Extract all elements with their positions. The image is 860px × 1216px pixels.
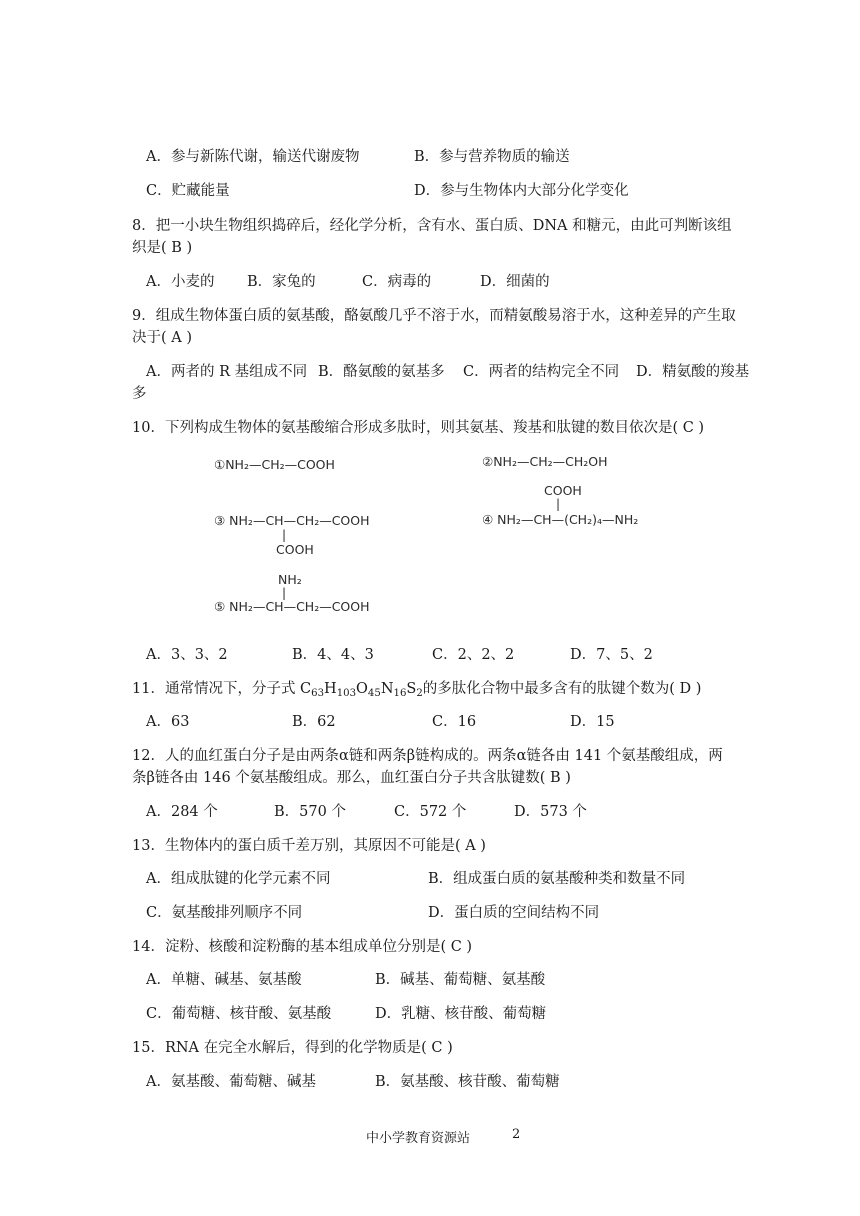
q10-structure-3: ③ NH₂—CH—CH₂—COOH bbox=[214, 513, 370, 528]
q9-stem-line1: 9．组成生物体蛋白质的氨基酸，酪氨酸几乎不溶于水，而精氨酸易溶于水，这种差异的产生取 bbox=[132, 308, 736, 324]
q15-option-a: A．氨基酸、葡萄糖、碱基 bbox=[146, 1074, 316, 1090]
q7-option-c: C．贮藏能量 bbox=[146, 183, 230, 199]
q13-option-c: C．氨基酸排列顺序不同 bbox=[146, 905, 303, 921]
q10-structure-2: ②NH₂—CH₂—CH₂OH bbox=[482, 454, 608, 469]
q10-option-c: C．2、2、2 bbox=[432, 647, 515, 663]
q11-stem: 11．通常情况下，分子式 $C_{63}H_{103}O_{45}N_{16}S_2$的多肽化合物中最多含有的肽键个数为( D ) bbox=[132, 681, 702, 699]
q9-option-a: A．两者的 R 基组成不同 bbox=[146, 364, 308, 380]
q10-structure-4: ④ NH₂—CH—(CH₂)₄—NH₂ bbox=[482, 512, 639, 527]
q11-option-d: D．15 bbox=[570, 714, 615, 730]
q9-stem-line2: 决于( A ) bbox=[132, 330, 193, 346]
q12-stem-line2: 条β链各由 146 个氨基酸组成。那么，血红蛋白分子共含肽键数( B ) bbox=[132, 770, 571, 786]
q8-option-b: B．家兔的 bbox=[247, 274, 316, 290]
q10-option-d: D．7、5、2 bbox=[570, 647, 653, 663]
page-number: 2 bbox=[512, 1127, 521, 1142]
q12-option-a: A．284 个 bbox=[146, 804, 218, 820]
q14-option-c: C．葡萄糖、核苷酸、氨基酸 bbox=[146, 1006, 332, 1022]
q13-option-a: A．组成肽键的化学元素不同 bbox=[146, 871, 331, 887]
q10-structure-5: ⑤ NH₂—CH—CH₂—COOH bbox=[214, 599, 370, 614]
q7-option-a: A．参与新陈代谢，输送代谢废物 bbox=[146, 149, 360, 165]
q13-option-b: B．组成蛋白质的氨基酸种类和数量不同 bbox=[428, 871, 686, 887]
q11-option-a: A．63 bbox=[146, 714, 190, 730]
q14-stem: 14．淀粉、核酸和淀粉酶的基本组成单位分别是( C ) bbox=[132, 939, 473, 955]
q8-stem-line2: 织是( B ) bbox=[132, 240, 193, 256]
q14-option-a: A．单糖、碱基、氨基酸 bbox=[146, 972, 302, 988]
q14-option-b: B．碱基、葡萄糖、氨基酸 bbox=[375, 972, 546, 988]
footer-site-name: 中小学教育资源站 bbox=[366, 1131, 471, 1146]
q8-stem-line1: 8．把一小块生物组织捣碎后，经化学分析，含有水、蛋白质、DNA 和糖元，由此可判断该组 bbox=[132, 218, 732, 234]
q7-option-b: B．参与营养物质的输送 bbox=[414, 149, 570, 165]
q8-option-c: C．病毒的 bbox=[362, 274, 432, 290]
q10-structure-5-top: NH₂ bbox=[278, 572, 302, 587]
q10-option-b: B．4、4、3 bbox=[292, 647, 374, 663]
q10-structure-3-bond: | bbox=[282, 528, 287, 542]
q10-option-a: A．3、3、2 bbox=[146, 647, 228, 663]
q12-option-d: D．573 个 bbox=[514, 804, 587, 820]
q14-option-d: D．乳糖、核苷酸、葡萄糖 bbox=[375, 1006, 547, 1022]
q11-option-c: C．16 bbox=[432, 714, 477, 730]
q15-option-b: B．氨基酸、核苷酸、葡萄糖 bbox=[375, 1074, 560, 1090]
q12-option-b: B．570 个 bbox=[274, 804, 346, 820]
q10-structure-4-bond: | bbox=[556, 497, 561, 511]
q9-option-b: B．酪氨酸的氨基多 bbox=[318, 364, 445, 380]
q10-structure-1: ①NH₂—CH₂—COOH bbox=[214, 457, 335, 472]
q11-option-b: B．62 bbox=[292, 714, 336, 730]
q15-stem: 15．RNA 在完全水解后，得到的化学物质是( C ) bbox=[132, 1040, 453, 1056]
q10-structure-5-bond: | bbox=[282, 586, 287, 600]
q10-structure-4-top: COOH bbox=[544, 483, 582, 498]
q9-option-d-wrap: 多 bbox=[132, 386, 147, 402]
q10-stem: 10．下列构成生物体的氨基酸缩合形成多肽时，则其氨基、羧基和肽键的数目依次是( C ) bbox=[132, 420, 705, 436]
q12-option-c: C．572 个 bbox=[394, 804, 467, 820]
q13-option-d: D．蛋白质的空间结构不同 bbox=[428, 905, 600, 921]
q9-option-d: D．精氨酸的羧基 bbox=[636, 364, 750, 380]
q8-option-a: A．小麦的 bbox=[146, 274, 215, 290]
q8-option-d: D．细菌的 bbox=[480, 274, 550, 290]
q9-option-c: C．两者的结构完全不同 bbox=[463, 364, 620, 380]
q7-option-d: D．参与生物体内大部分化学变化 bbox=[414, 183, 629, 199]
q10-structure-3-bottom: COOH bbox=[276, 542, 314, 557]
q13-stem: 13．生物体内的蛋白质千差万别，其原因不可能是( A ) bbox=[132, 838, 486, 854]
q12-stem-line1: 12．人的血红蛋白分子是由两条α链和两条β链构成的。两条α链各由 141 个氨基酸组成，两 bbox=[132, 748, 723, 764]
